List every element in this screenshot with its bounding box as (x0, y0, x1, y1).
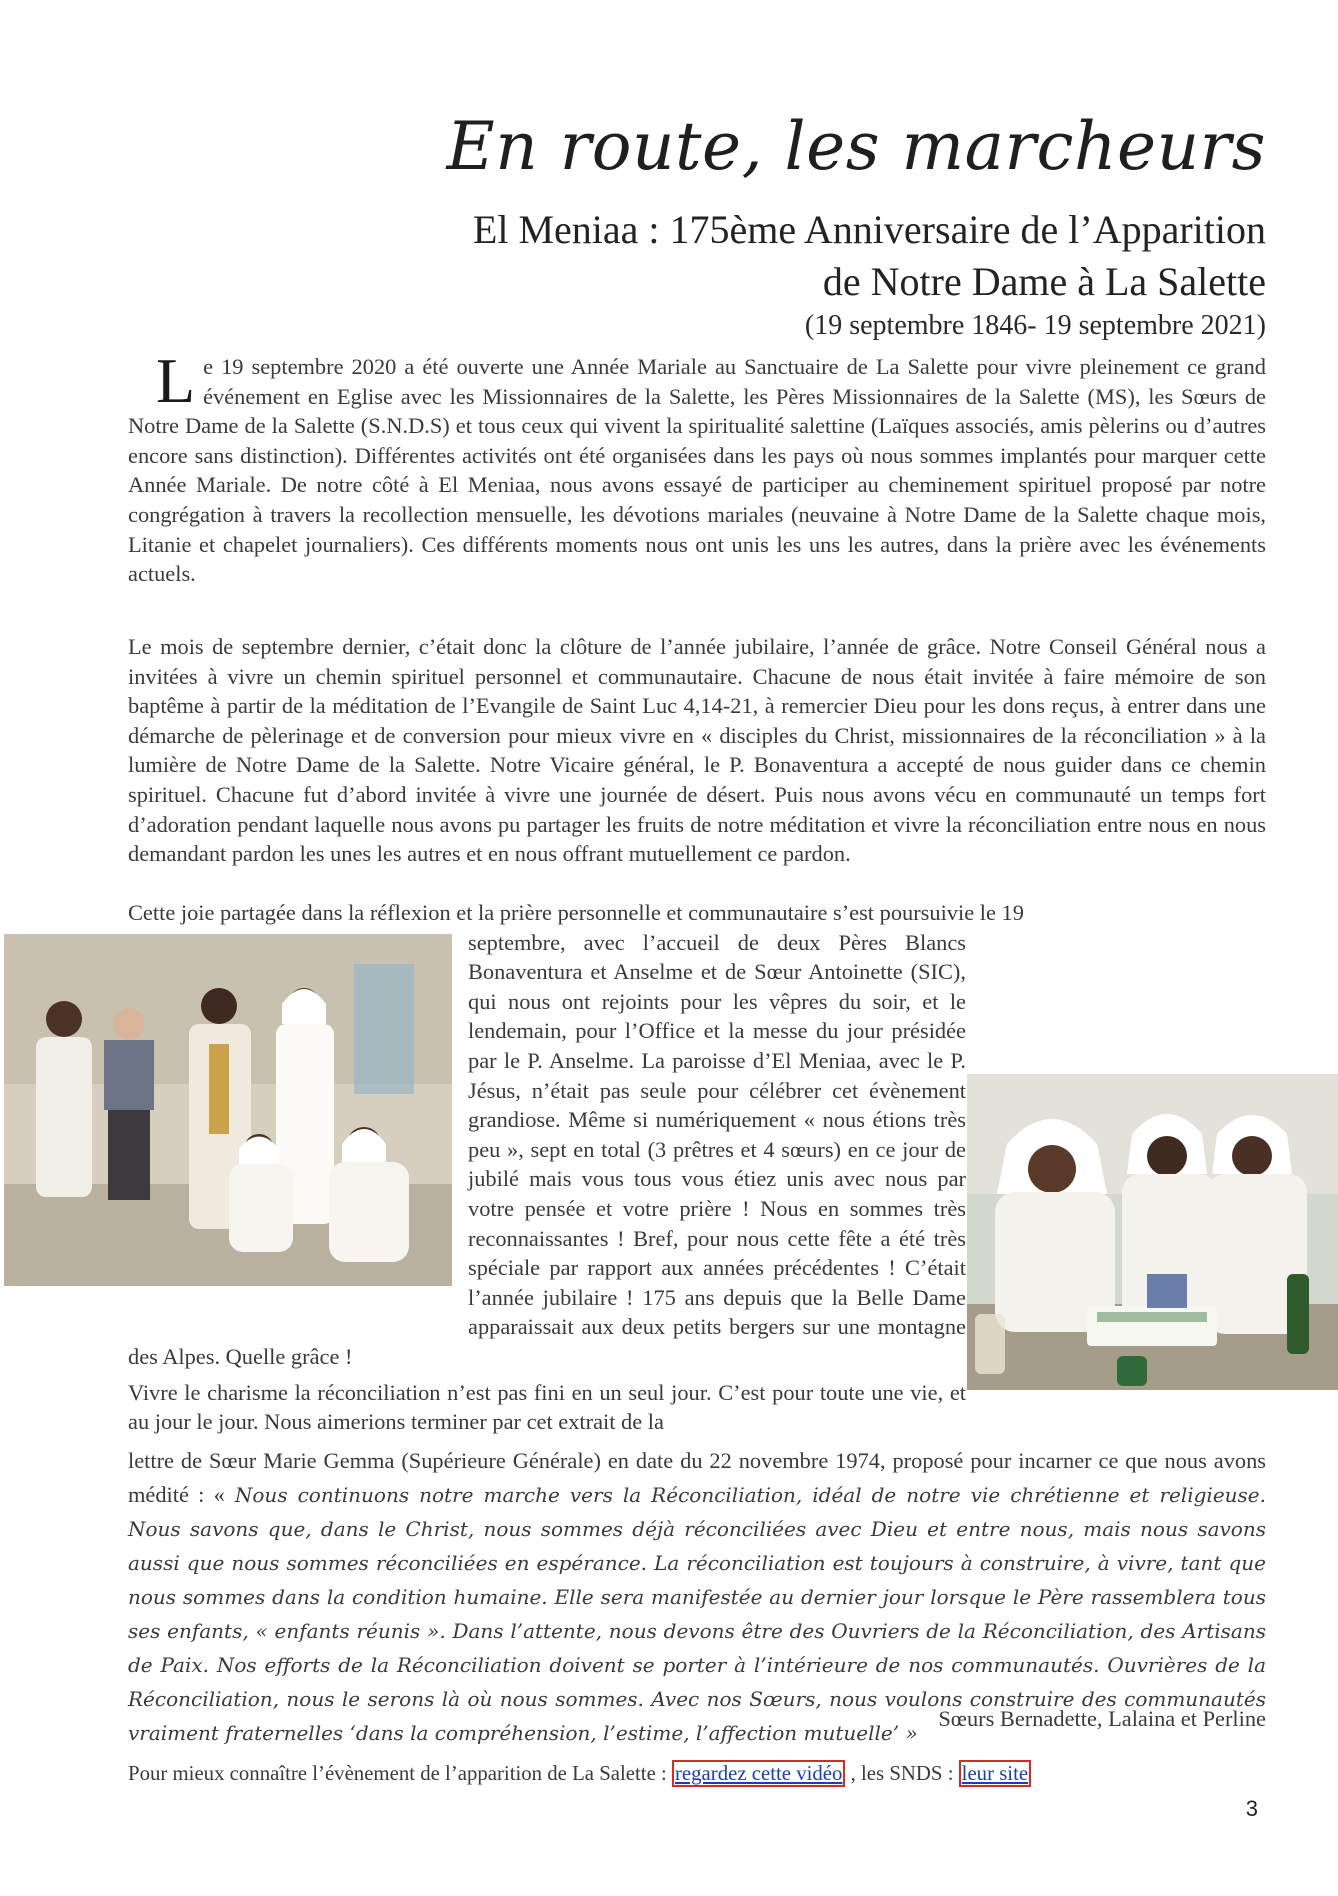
anniversary-dates: (19 septembre 1846- 19 septembre 2021) (804, 310, 1266, 341)
quote-intro: lettre de Sœur Marie Gemma (Supérieure Générale) en date du 22 novembre 1974, proposé pour incarner ce que nous avons médité : « (128, 1448, 1266, 1507)
article-subtitle (266, 204, 1266, 308)
page-number: 3 (1245, 1796, 1258, 1821)
subtitle-line-2: de Notre Dame à La Salette (822, 259, 1266, 304)
article-headline: En route, les marcheurs (446, 108, 1266, 185)
footer-text-before: Pour mieux connaître l’évènement de l’apparition de La Salette : (128, 1762, 672, 1785)
site-link[interactable]: leur site (959, 1760, 1031, 1787)
cake-photo (967, 1074, 1338, 1390)
paragraph-3-start: Cette joie partagée dans la réflexion et la prière personnelle et communautaire s’est poursuivie le 19 (128, 900, 1024, 925)
signature: Sœurs Bernadette, Lalaina et Perline (938, 1706, 1266, 1731)
drop-cap: L (156, 345, 196, 416)
group-photo (4, 934, 452, 1286)
video-link[interactable]: regardez cette vidéo (672, 1760, 845, 1787)
footer-text-middle: , les SNDS : (845, 1762, 959, 1785)
group-photo-image (4, 934, 452, 1286)
cake-photo-image (967, 1074, 1338, 1390)
paragraph-3: septembre, avec l’accueil de deux Pères Blancs Bonaventura et Anselme et de Sœur Antoinette (SIC), qui nous ont rejoints pour les vêpres du soir, et le lendemain, pour l’Office et la messe du jour présidée par le P. Anselme. La paroisse d’El Meniaa, avec le P. Jésus, n’était pas seule pour célébrer cet évènement grandiose. Même si numériquement « nous étions très peu », sept en total (3 prêtres et 4 sœurs) en ce jour de jubilé mais vous tous vous étiez unis avec nous par votre pensée et votre prière ! Nous en sommes très reconnaissantes ! Bref, pour nous cette fête a été très spéciale par rapport aux années précédentes ! C’était l’année jubilaire ! 175 ans depuis que la Belle Dame apparaissait aux deux petits bergers sur une montagne des Alpes. Quelle grâce ! (128, 929, 966, 1369)
quote-block (128, 1444, 1266, 1750)
footer (128, 1762, 1031, 1786)
paragraph-4: Vivre le charisme la réconciliation n’est pas fini en un seul jour. C’est pour toute une vie, et au jour le jour. Nous aimerions terminer par cet extrait de la (128, 1379, 966, 1435)
subtitle-line-1: El Meniaa : 175ème Anniversaire de l’Apparition (472, 207, 1266, 252)
paragraph-1 (128, 345, 1266, 589)
paragraph-2: Le mois de septembre dernier, c’était donc la clôture de l’année jubilaire, l’année de grâce. Notre Conseil Général nous a invitées à vivre un chemin spirituel personnel et communautaire. Chacune de nous était invitée à faire mémoire de son baptême à partir de la méditation de l’Evangile de Saint Luc 4,14-21, à remercier Dieu pour les dons reçus, à entrer dans une démarche de pèlerinage et de conversion pour mieux vivre en « disciples du Christ, missionnaires de la réconciliation » à la lumière de Notre Dame de la Salette. Notre Vicaire général, le P. Bonaventura a accepté de nous guider dans ce chemin spirituel. Chacune fut d’abord invitée à vivre une journée de désert. Puis nous avons vécu en communauté un temps fort d’adoration pendant laquelle nous avons pu partager les fruits de notre méditation et vivre la réconciliation entre nous en nous demandant pardon les unes les autres et en nous offrant mutuellement ce pardon. (128, 634, 1266, 867)
paragraph-1-text: e 19 septembre 2020 a été ouverte une Année Mariale au Sanctuaire de La Salette pour vivre pleinement ce grand événement en Eglise avec les Missionnaires de la Salette, les Pères Missionnaires de la Salette (MS), les Sœurs de Notre Dame de la Salette (S.N.D.S) et tous ceux qui vivent la spiritualité salettine (Laïques associés, amis pèlerins ou d’autres encore sans distinction). Différentes activités ont été organisées dans les pays où nous sommes implantés pour marquer cette Année Mariale. De notre côté à El Meniaa, nous avons essayé de participer au cheminement spirituel proposé par notre congrégation à travers la recollection mensuelle, les dévotions mariales (neuvaine à Notre Dame de la Salette chaque mois, Litanie et chapelet journaliers). Ces différents moments nous ont unis les uns les autres, dans la prière avec les événements actuels. (128, 354, 1266, 587)
quote-text: Nous continuons notre marche vers la Réconciliation, idéal de notre vie chrétienne et religieuse. Nous savons que, dans le Christ, nous sommes déjà réconciliées avec Dieu et entre nous, mais nous savons aussi que nous sommes réconciliées en espérance. La réconciliation est toujours à construire, à vivre, tant que nous sommes dans la condition humaine. Elle sera manifestée au dernier jour lorsque le Père rassemblera tous ses enfants, « enfants réunis ». Dans l’attente, nous devons être des Ouvriers de la Réconciliation, des Artisans de Paix. Nos efforts de la Réconciliation doivent se porter à l’intérieure de nos communautés. Ouvrières de la Réconciliation, nous le serons là où nous sommes. Avec nos Sœurs, nous voulons construire des communautés vraiment fraternelles ‘dans la compréhension, l’estime, l’affection mutuelle’ » (128, 1483, 1267, 1745)
